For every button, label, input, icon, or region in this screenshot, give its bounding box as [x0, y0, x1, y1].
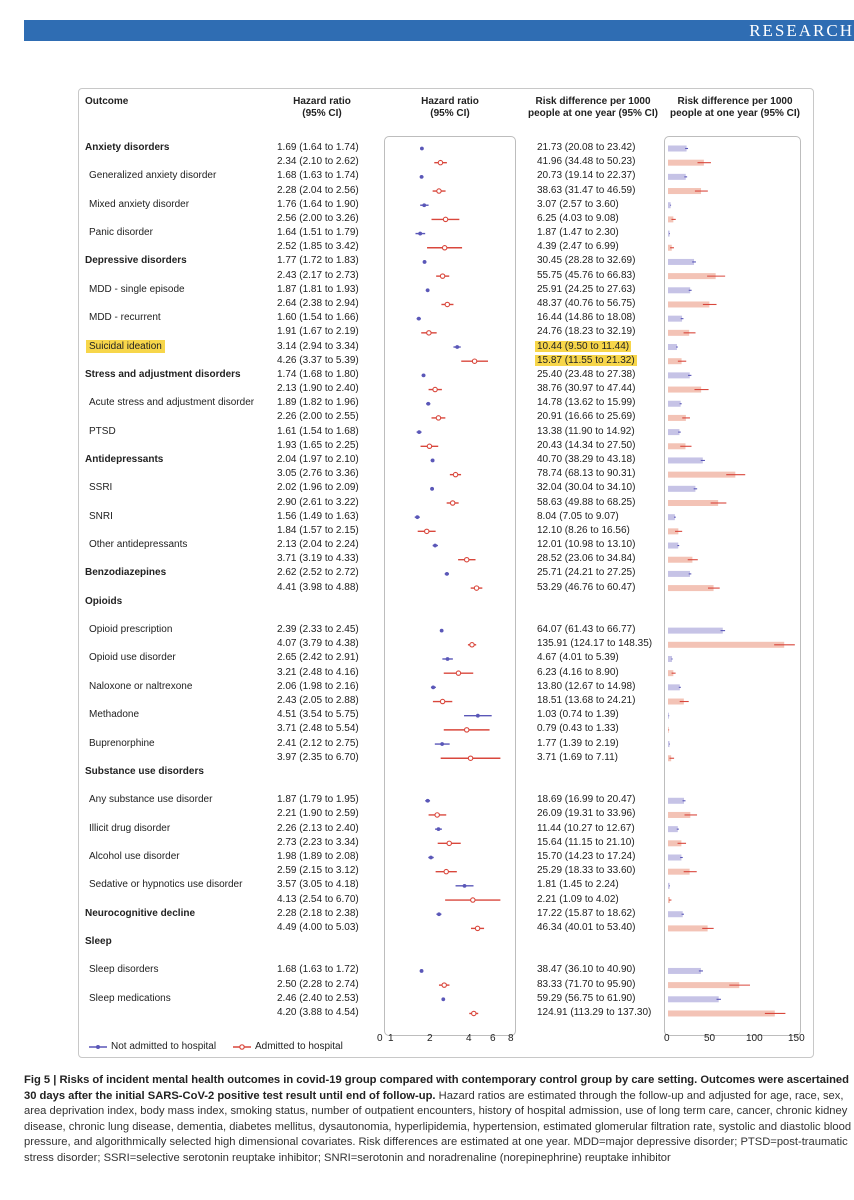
rd-value-text: 21.73 (20.08 to 23.42)	[537, 142, 636, 153]
rd-axis-tick: 150	[788, 1033, 805, 1044]
outcome-label: Depressive disorders	[85, 255, 187, 267]
hr-axis-tick: 4	[466, 1033, 472, 1044]
hr-value-text: 2.02 (1.96 to 2.09)	[277, 482, 359, 494]
rd-value-text: 3.07 (2.57 to 3.60)	[537, 198, 619, 210]
outcome-label: MDD - recurrent	[89, 312, 161, 324]
rd-value-text: 135.91 (124.17 to 148.35)	[537, 638, 653, 650]
rd-axis-tick: 50	[704, 1033, 716, 1044]
outcome-label: Naloxone or naltrexone	[89, 680, 193, 692]
outcome-label: Neurocognitive decline	[85, 907, 196, 919]
outcome-label: SSRI	[89, 482, 113, 494]
rd-value-text: 20.91 (16.66 to 25.69)	[537, 411, 636, 423]
hr-value-text: 2.62 (2.52 to 2.72)	[277, 567, 359, 579]
outcome-label: Mixed anxiety disorder	[89, 198, 190, 210]
hr-value-text: 1.60 (1.54 to 1.66)	[277, 312, 359, 324]
rd-value-text: 38.63 (31.47 to 46.59)	[537, 184, 636, 196]
caption-body: Hazard ratios are estimated through the follow-up and adjusted for age, race, sex, area deprivation index, body mass index, smoking status, number of outpatient encounters, history of hospital admission, use of long term care, cancer, chronic kidney disease, chronic lung disease, dementia, diabetes mellitus, dysautonomia, hyperlipidemia, hypertension, estimated glomerular filtration rate, systolic and diastolic blood pressure, and algorithmically selected high dimensional covariates. Risk differences are estimated at one year. MDD=major depressive disorder; PTSD=post-traumatic stress disorder; SSRI=selective serotonin reuptake inhibitor; SNRI=serotonin and noradrenaline (norepinephrine) reuptake inhibitor	[24, 1089, 852, 1164]
outcome-label: MDD - single episode	[89, 283, 185, 295]
rd-value-text: 38.47 (36.10 to 40.90)	[537, 964, 636, 976]
outcome-label: Alcohol use disorder	[89, 851, 180, 862]
hr-value-text: 1.61 (1.54 to 1.68)	[277, 425, 359, 437]
figure-caption	[24, 1073, 854, 1167]
rd-plot-column-header: Risk difference per 1000 people at one year (95% CI)	[669, 96, 801, 119]
rd-value-text: 25.29 (18.33 to 33.60)	[537, 865, 636, 877]
rd-value-text: 3.71 (1.69 to 7.11)	[537, 751, 618, 763]
outcome-column-header: Outcome	[85, 96, 129, 107]
outcome-label: Any substance use disorder	[89, 794, 213, 806]
hr-value-text: 3.71 (3.19 to 4.33)	[277, 553, 359, 565]
rd-value-text: 17.22 (15.87 to 18.62)	[537, 907, 636, 919]
hr-value-text: 2.28 (2.18 to 2.38)	[277, 907, 359, 919]
hr-value-text: 2.06 (1.98 to 2.16)	[277, 680, 359, 692]
hr-value-text: 2.46 (2.40 to 2.53)	[277, 992, 359, 1004]
hr-value-text: 4.13 (2.54 to 6.70)	[277, 893, 359, 905]
hr-value-text: 1.89 (1.82 to 1.96)	[277, 397, 359, 409]
rd-value-text: 2.21 (1.09 to 4.02)	[537, 893, 619, 905]
hr-value-text: 2.65 (2.42 to 2.91)	[277, 652, 359, 664]
rd-value-text: 28.52 (23.06 to 34.84)	[537, 553, 636, 565]
hr-value-text: 2.26 (2.13 to 2.40)	[277, 822, 359, 834]
hr-value-text: 2.41 (2.12 to 2.75)	[277, 737, 359, 749]
outcome-label: Stress and adjustment disorders	[85, 368, 241, 380]
rd-value-text: 64.07 (61.43 to 66.77)	[537, 624, 636, 636]
highlight-marker: Suicidal ideation	[86, 340, 165, 353]
hr-value-text: 3.71 (2.48 to 5.54)	[277, 723, 359, 735]
outcome-label: Opioids	[85, 595, 123, 607]
hr-value-text: 2.21 (1.90 to 2.59)	[277, 808, 359, 820]
rd-value-text: 24.76 (18.23 to 32.19)	[537, 326, 636, 338]
rd-value-text: 11.44 (10.27 to 12.67)	[537, 822, 635, 834]
hr-text-column-header: Hazard ratio (95% CI)	[293, 96, 351, 119]
outcome-label: Opioid use disorder	[89, 652, 176, 664]
rd-value-text: 1.03 (0.74 to 1.39)	[537, 709, 619, 721]
hr-value-text: 4.51 (3.54 to 5.75)	[277, 709, 359, 721]
rd-value-text: 41.96 (34.48 to 50.23)	[537, 156, 636, 168]
hr-value-text: 4.20 (3.88 to 4.54)	[277, 1006, 359, 1018]
outcome-label: Sedative or hypnotics use disorder	[89, 879, 243, 891]
hr-value-text: 1.77 (1.72 to 1.83)	[277, 255, 359, 267]
legend-label-not-admitted: Not admitted to hospital	[111, 1041, 217, 1052]
rd-value-text: 1.77 (1.39 to 2.19)	[537, 737, 619, 749]
rd-value-text: 59.29 (56.75 to 61.90)	[537, 992, 636, 1004]
hr-value-text: 1.68 (1.63 to 1.72)	[277, 964, 359, 976]
rd-value-text: 83.33 (71.70 to 95.90)	[537, 978, 636, 990]
hr-value-text: 3.57 (3.05 to 4.18)	[277, 879, 359, 891]
outcome-label: Antidepressants	[85, 453, 164, 465]
rd-value-text: 13.80 (12.67 to 14.98)	[537, 680, 636, 692]
hr-value-text: 1.69 (1.64 to 1.74)	[277, 142, 359, 153]
outcome-label: Benzodiazepines	[85, 567, 167, 579]
rd-value-text: 12.01 (10.98 to 13.10)	[537, 539, 636, 551]
outcome-label: Sleep disorders	[89, 964, 159, 976]
banner-label: RESEARCH	[749, 21, 854, 40]
outcome-label: Acute stress and adjustment disorder	[89, 397, 255, 409]
hr-axis-tick: 8	[508, 1033, 514, 1044]
outcome-label: Generalized anxiety disorder	[89, 170, 217, 182]
rd-value-text: 25.91 (24.25 to 27.63)	[537, 283, 636, 295]
outcome-label: Sleep	[85, 936, 112, 948]
hr-value-text: 4.07 (3.79 to 4.38)	[277, 638, 359, 650]
rd-value-text: 20.73 (19.14 to 22.37)	[537, 170, 636, 182]
rd-value-text: 12.10 (8.26 to 16.56)	[537, 524, 630, 536]
rd-value-text: 4.39 (2.47 to 6.99)	[537, 241, 619, 253]
hr-value-text: 2.13 (1.90 to 2.40)	[277, 383, 359, 395]
hr-value-text: 3.21 (2.48 to 4.16)	[277, 666, 359, 678]
rd-value-text: 10.44 (9.50 to 11.44)	[537, 340, 630, 352]
hr-value-text: 1.74 (1.68 to 1.80)	[277, 368, 359, 380]
rd-value-text: 18.69 (16.99 to 20.47)	[537, 794, 636, 806]
outcome-label: Panic disorder	[89, 227, 153, 239]
hr-value-text: 2.56 (2.00 to 3.26)	[277, 212, 359, 224]
outcome-label: SNRI	[89, 510, 113, 522]
rd-value-text: 15.64 (11.15 to 21.10)	[537, 836, 635, 848]
rd-value-text: 25.40 (23.48 to 27.38)	[537, 368, 636, 380]
hr-value-text: 2.04 (1.97 to 2.10)	[277, 453, 359, 465]
outcome-label: Other antidepressants	[89, 539, 188, 551]
rd-value-text: 38.76 (30.97 to 47.44)	[537, 383, 636, 395]
rd-value-text: 20.43 (14.34 to 27.50)	[537, 439, 636, 451]
rd-value-text: 18.51 (13.68 to 24.21)	[537, 695, 636, 707]
legend-marker-admitted	[233, 1045, 251, 1049]
hr-value-text: 1.84 (1.57 to 2.15)	[277, 524, 359, 536]
rd-value-text: 0.79 (0.43 to 1.33)	[537, 723, 619, 735]
rd-value-text: 40.70 (38.29 to 43.18)	[537, 453, 636, 465]
hr-axis-tick: 1	[388, 1033, 394, 1044]
hr-value-text: 2.43 (2.05 to 2.88)	[277, 695, 359, 707]
rd-value-text: 15.70 (14.23 to 17.24)	[537, 851, 636, 862]
hr-value-text: 2.52 (1.85 to 3.42)	[277, 241, 359, 253]
hr-value-text: 3.14 (2.94 to 3.34)	[277, 340, 359, 352]
rd-value-text: 14.78 (13.62 to 15.99)	[537, 397, 636, 409]
hr-value-text: 4.26 (3.37 to 5.39)	[277, 354, 359, 366]
outcome-label: Sleep medications	[89, 992, 171, 1004]
hr-value-text: 1.87 (1.81 to 1.93)	[277, 283, 359, 295]
rd-value-text: 78.74 (68.13 to 90.31)	[537, 468, 636, 480]
hr-value-text: 2.13 (2.04 to 2.24)	[277, 539, 359, 551]
hr-value-text: 1.76 (1.64 to 1.90)	[277, 198, 359, 210]
hr-value-text: 2.43 (2.17 to 2.73)	[277, 269, 359, 281]
legend-marker-not-admitted	[89, 1045, 107, 1049]
hr-value-text: 1.68 (1.63 to 1.74)	[277, 170, 359, 182]
outcome-label: Opioid prescription	[89, 624, 173, 636]
outcome-label: PTSD	[89, 425, 116, 437]
hr-value-text: 2.26 (2.00 to 2.55)	[277, 411, 359, 423]
legend-label-admitted: Admitted to hospital	[255, 1041, 343, 1052]
rd-value-text: 6.25 (4.03 to 9.08)	[537, 212, 619, 224]
rd-axis-tick: 0	[664, 1033, 670, 1044]
rd-value-text: 58.63 (49.88 to 68.25)	[537, 496, 636, 508]
rd-value-text: 25.71 (24.21 to 27.25)	[537, 567, 636, 579]
hr-value-text: 1.98 (1.89 to 2.08)	[277, 851, 359, 862]
hr-value-text: 2.50 (2.28 to 2.74)	[277, 978, 359, 990]
rd-value-text: 55.75 (45.76 to 66.83)	[537, 269, 636, 281]
rd-value-text: 53.29 (46.76 to 60.47)	[537, 581, 636, 593]
outcome-label: Methadone	[89, 709, 140, 721]
rd-value-text: 48.37 (40.76 to 56.75)	[537, 297, 636, 309]
rd-value-text: 15.87 (11.55 to 21.32)	[537, 354, 635, 366]
rd-text-column-header: Risk difference per 1000 people at one year (95% CI)	[527, 96, 659, 119]
rd-value-text: 6.23 (4.16 to 8.90)	[537, 666, 619, 678]
hr-value-text: 4.49 (4.00 to 5.03)	[277, 921, 359, 933]
outcome-label: Illicit drug disorder	[89, 822, 171, 834]
rd-value-text: 124.91 (113.29 to 137.30)	[537, 1006, 652, 1018]
hr-value-text: 2.73 (2.23 to 3.34)	[277, 836, 359, 848]
hr-value-text: 1.93 (1.65 to 2.25)	[277, 439, 359, 451]
hr-value-text: 1.56 (1.49 to 1.63)	[277, 510, 359, 522]
hr-value-text: 1.91 (1.67 to 2.19)	[277, 326, 359, 338]
outcome-label: Anxiety disorders	[85, 142, 170, 153]
rd-value-text: 1.87 (1.47 to 2.30)	[537, 227, 619, 239]
caption-title: Fig 5 | Risks of incident mental health outcomes in covid-19 group compared with contemporary control group by care setting. Outcomes were ascertained 30 days after the initial SARS-CoV-2 positive test result until end of follow-up.	[24, 1074, 849, 1102]
rd-value-text: 16.44 (14.86 to 18.08)	[537, 312, 636, 324]
hr-value-text: 2.28 (2.04 to 2.56)	[277, 184, 359, 196]
hr-value-text: 3.05 (2.76 to 3.36)	[277, 468, 359, 480]
rd-value-text: 13.38 (11.90 to 14.92)	[537, 425, 635, 437]
rd-value-text: 4.67 (4.01 to 5.39)	[537, 652, 619, 664]
outcome-label: Buprenorphine	[89, 737, 155, 749]
rd-value-text: 8.04 (7.05 to 9.07)	[537, 510, 619, 522]
hr-value-text: 1.87 (1.79 to 1.95)	[277, 794, 359, 806]
rd-value-text: 32.04 (30.04 to 34.10)	[537, 482, 636, 494]
rd-axis-tick: 100	[746, 1033, 763, 1044]
hr-value-text: 2.90 (2.61 to 3.22)	[277, 496, 359, 508]
hr-axis-tick: 6	[490, 1033, 496, 1044]
hr-axis-tick: 0	[377, 1033, 383, 1044]
hr-value-text: 3.97 (2.35 to 6.70)	[277, 751, 359, 763]
hr-plot-column-header: Hazard ratio (95% CI)	[421, 96, 479, 119]
rd-value-text: 1.81 (1.45 to 2.24)	[537, 879, 619, 891]
rd-value-text: 26.09 (19.31 to 33.96)	[537, 808, 636, 820]
outcome-label: Substance use disorders	[85, 765, 204, 777]
hr-value-text: 2.59 (2.15 to 3.12)	[277, 865, 359, 877]
rd-value-text: 30.45 (28.28 to 32.69)	[537, 255, 636, 267]
hr-value-text: 2.34 (2.10 to 2.62)	[277, 156, 359, 168]
hr-axis-tick: 2	[427, 1033, 433, 1044]
hr-value-text: 2.39 (2.33 to 2.45)	[277, 624, 359, 636]
hr-value-text: 1.64 (1.51 to 1.79)	[277, 227, 359, 239]
rd-value-text: 46.34 (40.01 to 53.40)	[537, 921, 636, 933]
hr-value-text: 2.64 (2.38 to 2.94)	[277, 297, 359, 309]
hr-value-text: 4.41 (3.98 to 4.88)	[277, 581, 359, 593]
